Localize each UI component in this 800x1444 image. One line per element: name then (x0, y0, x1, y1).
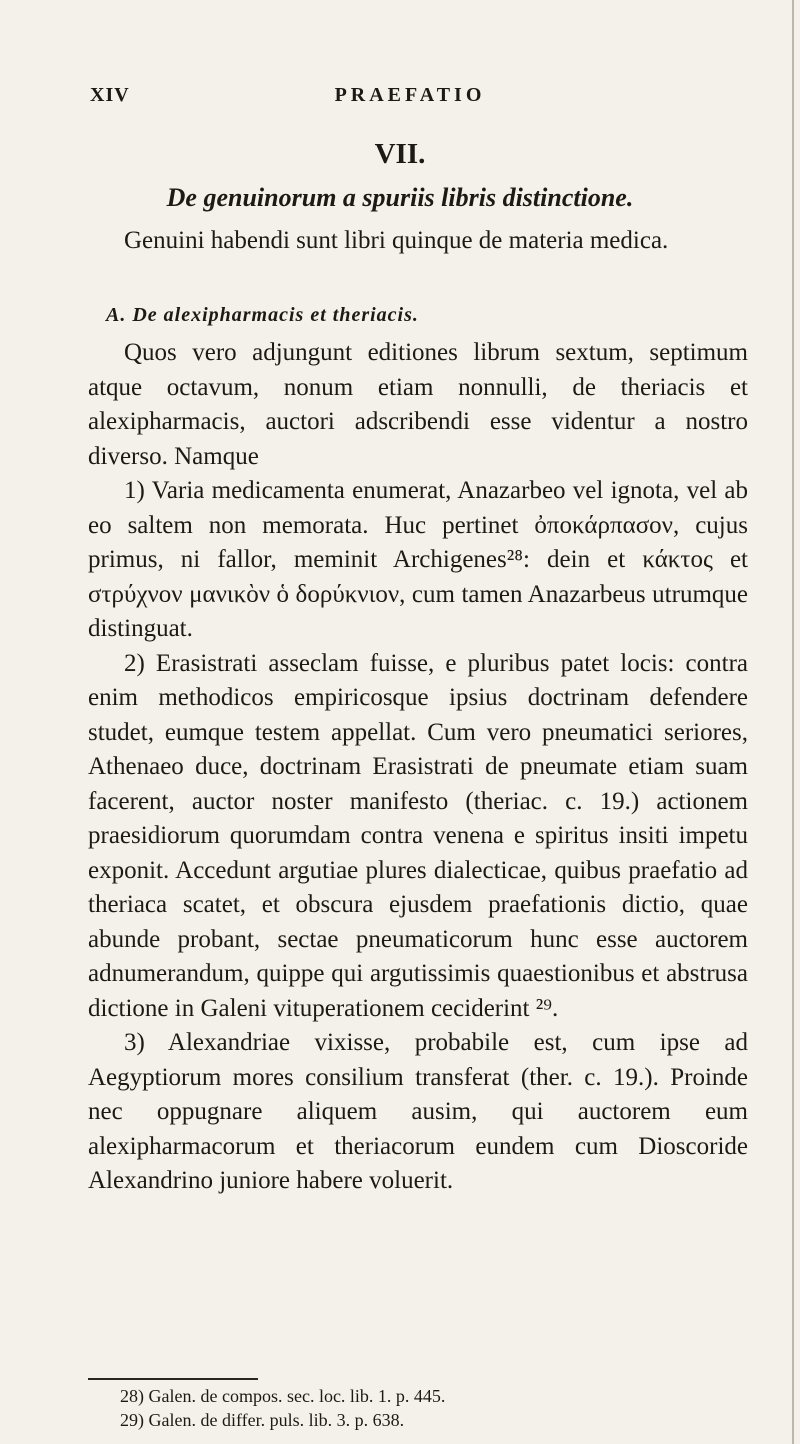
section-number: VII. (374, 138, 426, 170)
page-edge-line (792, 0, 794, 1444)
paragraph: 2) Erasistrati asseclam fuisse, e pluribus patet locis: contra enim methodicos empiricosque ipsius doctrinam defendere studet, eumque testem appellat. Cum vero pneumatici seriores, Athenaeo duce, doctrinam Erasistrati de pneumate etiam suam facerent, auctor noster manifesto (theriac. c. 19.) actionem praesidiorum quorumdam contra venena e spiritus insiti impetu exponit. Accedunt argutiae plures dialecticae, quibus praefatio ad theriaca scatet, et obscura ejusdem praefationis dictio, quae abunde probant, sectae pneumaticorum hunc esse auctorem adnumerandum, quippe qui argutissimis quaestionibus et abstrusa dictione in Galeni vituperationem ceciderint ²⁹. (88, 649, 748, 1022)
body-text (88, 336, 748, 1199)
footnotes (120, 1384, 740, 1432)
footnote: 29) Galen. de differ. puls. lib. 3. p. 638. (120, 1410, 405, 1430)
page-number: XIV (90, 84, 130, 106)
paragraph: Quos vero adjungunt editiones librum sextum, septimum atque octavum, nonum etiam nonnulli, de theriacis et alexipharmacis, auctori adscribendi esse videntur a nostro diverso. Namque (88, 339, 748, 470)
footnote-rule (88, 1378, 258, 1380)
subsection-heading: A. De alexipharmacis et theriacis. (106, 304, 419, 326)
paragraph: 3) Alexandriae vixisse, probabile est, cum ipse ad Aegyptiorum mores consilium transferat (ther. c. 19.). Proinde nec oppugnare aliquem ausim, qui auctorem eum alexipharmacorum et theriacorum eundem cum Dioscoride Alexandrino juniore habere voluerit. (88, 1029, 748, 1194)
footnote: 28) Galen. de compos. sec. loc. lib. 1. p. 445. (120, 1386, 446, 1406)
paragraph: 1) Varia medicamenta enumerat, Anazarbeo vel ignota, vel ab eo saltem non memorata. Huc pertinet ὀποκάρπασον, cujus primus, ni fallor, meminit Archigenes²⁸: dein et κάκτος et στρύχνον μανικὸν ὁ δορύκνιον, cum tamen Anazarbeus utrumque distinguat. (88, 477, 748, 642)
running-head (90, 84, 730, 114)
intro-paragraph: Genuini habendi sunt libri quinque de materia medica. (124, 227, 669, 254)
running-head-title: PRAEFATIO (334, 84, 486, 106)
section-title: De genuinorum a spuriis libris distinctione. (166, 183, 634, 212)
